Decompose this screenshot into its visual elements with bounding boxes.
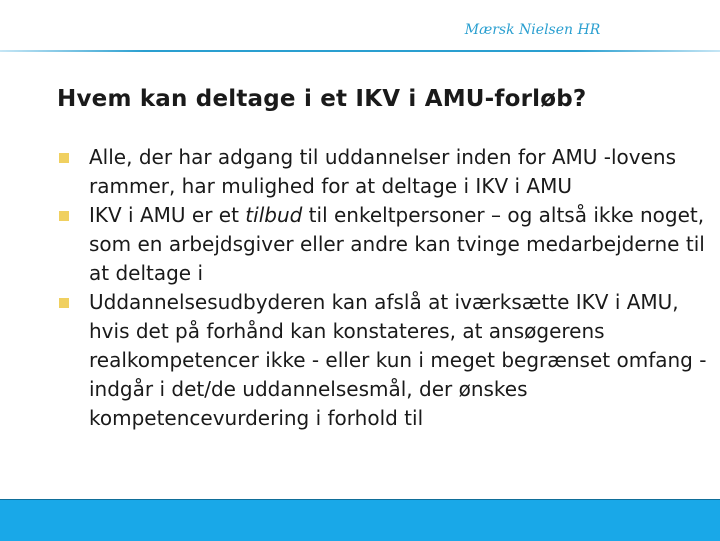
bullet-marker-icon — [59, 298, 69, 308]
bullet-item — [57, 288, 707, 433]
bullet-item — [57, 201, 707, 288]
bullet-text: Alle, der har adgang til uddannelser inden for AMU -lovens rammer, har mulighed for at deltage i IKV i AMU — [89, 145, 676, 198]
bullet-marker-icon — [59, 211, 69, 221]
bullet-list — [57, 143, 707, 433]
bullet-marker-icon — [59, 153, 69, 163]
bullet-text-start: IKV i AMU er et — [89, 203, 246, 227]
bullet-item — [57, 143, 707, 201]
slide-title: Hvem kan deltage i et IKV i AMU-forløb? — [57, 86, 587, 112]
bullet-text-end: til enkeltpersoner – og altså ikke noget, som en arbejdsgiver eller andre kan tvinge medarbejderne til at deltage i — [89, 203, 705, 285]
bullet-text: Uddannelsesudbyderen kan afslå at iværksætte IKV i AMU, hvis det på forhånd kan konstateres, at ansøgerens realkompetencer ikke - eller kun i meget begrænset omfang - indgår i det/de uddannelsesmål, der ønskes kompetencevurdering i forhold til — [89, 290, 707, 430]
brand-name: Mærsk Nielsen HR — [464, 22, 601, 38]
footer-bar — [0, 499, 720, 541]
bullet-text-emphasis: tilbud — [245, 203, 303, 227]
header-divider — [0, 50, 720, 52]
